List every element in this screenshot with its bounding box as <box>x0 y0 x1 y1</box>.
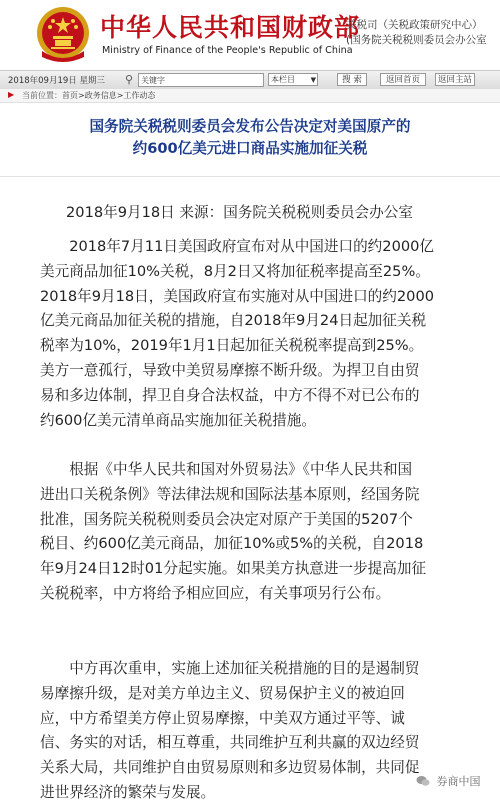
paragraph-line: 根据《中华人民共和国对外贸易法》《中华人民共和国 <box>40 461 413 478</box>
org-name-cn: 中华人民共和国财政部 <box>100 13 361 42</box>
divider <box>0 176 500 177</box>
watermark <box>416 773 481 789</box>
paragraph-line: 中方再次重申，实施上述加征关税措施的目的是遏制贸 <box>40 660 420 677</box>
breadcrumb-label: 当前位置： <box>22 91 62 100</box>
paragraph-line: 亿美元商品加征关税的措施，自2018年9月24日起加征关税 <box>40 312 427 330</box>
breadcrumb-path[interactable]: 首页>政务信息>工作动态 <box>62 91 156 100</box>
paragraph-line: 易和多边体制，捍卫自身合法权益，中方不得不对已公布的 <box>40 386 420 404</box>
article-paragraph-3 <box>40 657 470 806</box>
search-input[interactable] <box>138 73 264 87</box>
toolbar <box>0 70 500 90</box>
paragraph-line: 约600亿美元清单商品实施加征关税措施。 <box>40 411 316 429</box>
article-dateline: 2018年9月18日 来源：国务院关税税则委员会办公室 <box>66 204 413 221</box>
search-button[interactable]: 搜 索 <box>337 73 367 86</box>
scope-select-value: 本栏目 <box>271 75 295 84</box>
paragraph-line: 进出口关税条例》等法律法规和国际法基本原则，经国务院 <box>40 485 420 503</box>
chevron-down-icon: ▼ <box>310 76 316 84</box>
article-paragraph-2 <box>40 458 470 607</box>
national-emblem-icon <box>34 5 92 65</box>
search-icon: ⚲ <box>125 73 134 86</box>
paragraph-line: 应，中方希望美方停止贸易摩擦，中美双方通过平等、诚 <box>40 709 405 727</box>
org-name-en: Ministry of Finance of the People's Republic of China <box>102 45 353 56</box>
paragraph-line: 2018年9月18日，美国政府宣布实施对从中国进口的约2000 <box>40 287 435 305</box>
article-title-line-2: 约600亿美元进口商品实施加征关税 <box>132 140 368 157</box>
paragraph-line: 2018年7月11日美国政府宣布对从中国进口的约2000亿 <box>40 238 435 255</box>
breadcrumb <box>0 89 500 103</box>
home-button[interactable]: 返回首页 <box>380 73 426 86</box>
department-name <box>346 18 487 48</box>
department-line-1: 关税司（关税政策研究中心） <box>346 19 483 31</box>
article-title <box>40 116 460 160</box>
paragraph-line: 税目、约600亿美元商品，加征10%或5%的关税，自2018 <box>40 535 424 553</box>
paragraph-line: 年9月24日12时01分起实施。如果美方执意进一步提高加征 <box>40 560 427 578</box>
paragraph-line: 易摩擦升级，是对美方单边主义、贸易保护主义的被迫回 <box>40 684 405 702</box>
scope-select[interactable] <box>268 73 318 86</box>
main-site-button[interactable]: 返回主站 <box>435 73 475 86</box>
arrow-right-icon: ▶ <box>8 90 15 99</box>
watermark-text: 券商中国 <box>436 775 481 788</box>
current-date: 2018年09月19日 星期三 <box>8 76 105 86</box>
department-line-2: (国务院关税税则委员会办公室 <box>346 34 487 46</box>
paragraph-line: 关税税率，中方将给予相应回应，有关事项另行公布。 <box>40 584 391 602</box>
article-paragraph-1 <box>40 235 470 433</box>
paragraph-line: 进世界经济的繁荣与发展。 <box>40 783 216 801</box>
paragraph-line: 税率为10%，2019年1月1日起加征关税税率提高到25%。 <box>40 337 424 355</box>
article-title-line-1: 国务院关税税则委员会发布公告决定对美国原产的 <box>89 118 411 135</box>
paragraph-line: 美元商品加征10%关税，8月2日又将加征税率提高至25%。 <box>40 262 430 280</box>
paragraph-line: 批准，国务院关税税则委员会决定对原产于美国的5207个 <box>40 510 413 528</box>
paragraph-line: 信、务实的对话，相互尊重，共同维护互利共赢的双边经贸 <box>40 734 420 752</box>
paragraph-line: 关系大局，共同维护自由贸易原则和多边贸易体制，共同促 <box>40 759 420 777</box>
paragraph-line: 美方一意孤行，导致中美贸易摩擦不断升级。为捍卫自由贸 <box>40 361 420 379</box>
wechat-icon <box>416 775 430 787</box>
site-header <box>0 0 500 70</box>
